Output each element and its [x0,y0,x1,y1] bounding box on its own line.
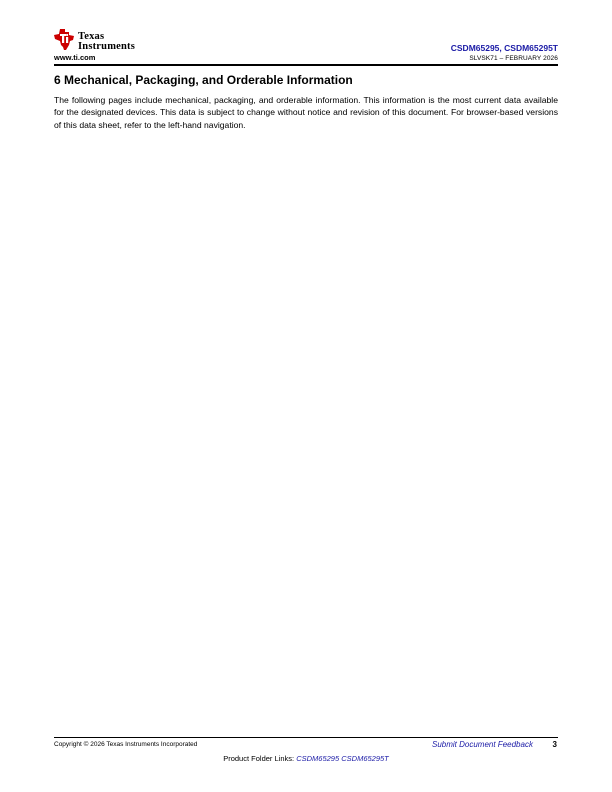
section-body-paragraph: The following pages include mechanical, packaging, and orderable information. This information is the most current data available for the designated devices. This data is subject to change without notice and revision of this document. For browser-based versions of this data sheet, refer to the left-hand navigation. [54,95,558,130]
product-link-csdm65295t[interactable]: CSDM65295T [341,754,389,763]
header-divider [54,64,558,66]
logo-text-instruments: Instruments [78,41,136,52]
logo-text-texas: Texas [78,31,105,42]
footer-divider [54,737,558,738]
ti-logo [53,28,153,52]
ti-logo-icon [53,28,77,52]
submit-feedback-link[interactable]: Submit Document Feedback [432,740,533,749]
product-link-csdm65295[interactable]: CSDM65295 [296,754,340,763]
section-heading: 6 Mechanical, Packaging, and Orderable Information [54,73,353,87]
website-url[interactable]: www.ti.com [54,53,96,62]
page-number: 3 [552,740,557,749]
document-title-link[interactable]: CSDM65295, CSDM65295T [450,43,558,53]
copyright-notice: Copyright © 2026 Texas Instruments Incorporated [54,741,198,748]
product-folder-label: Product Folder Links: [223,754,295,763]
document-number: SLVSK71 – FEBRUARY 2026 [469,55,558,62]
product-folder-links [0,754,612,763]
